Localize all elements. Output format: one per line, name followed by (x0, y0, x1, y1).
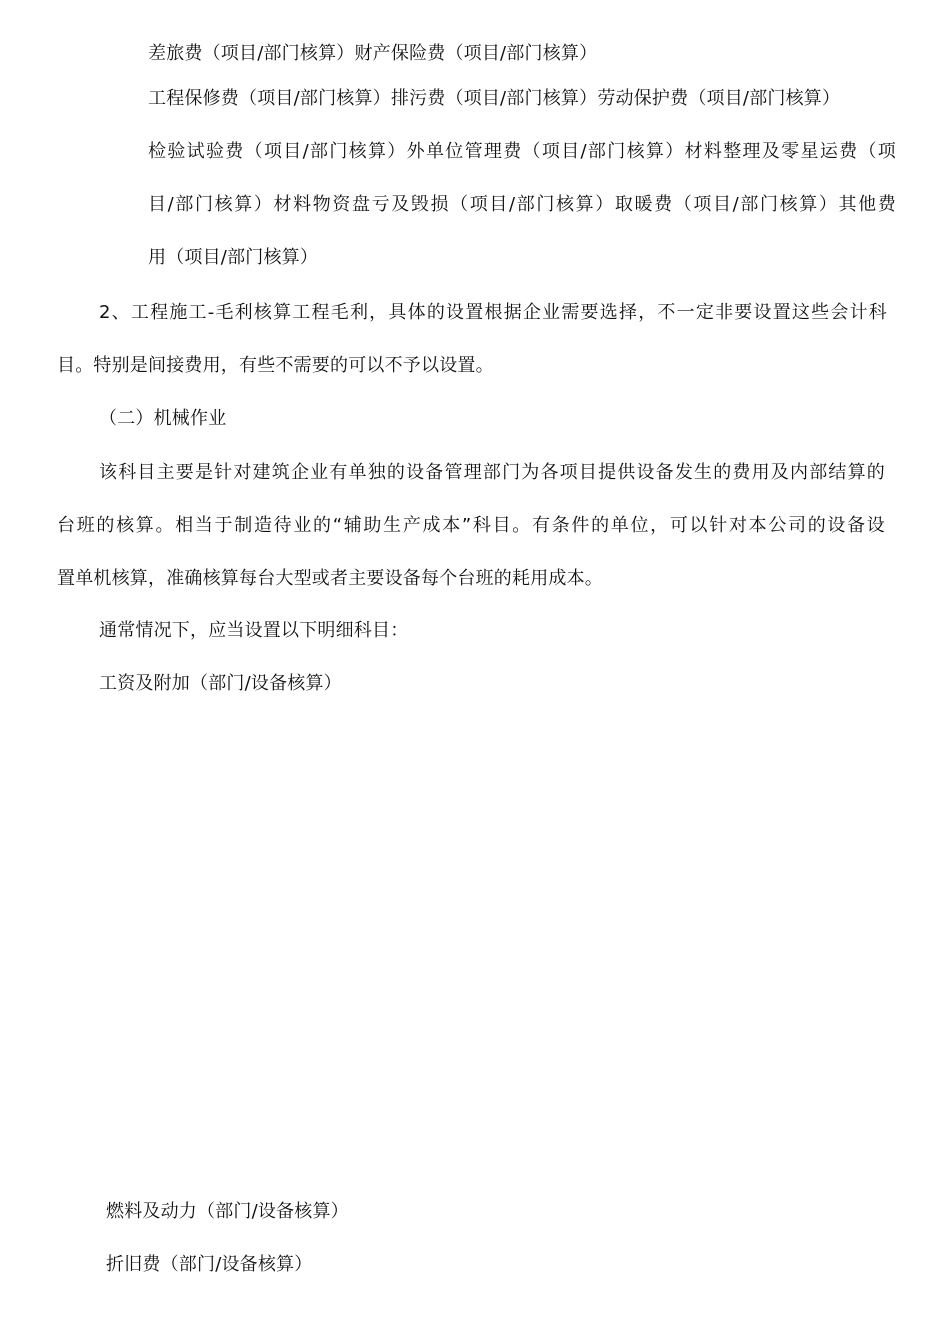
cost-items-line-2: 工程保修费（项目/部门核算）排污费（项目/部门核算）劳动保护费（项目/部门核算） (148, 88, 841, 109)
account-item-wages: 工资及附加（部门/设备核算） (99, 673, 342, 694)
cost-items-line-3: 检验试验费（项目/部门核算）外单位管理费（项目/部门核算）材料整理及零星运费（项 (148, 141, 896, 162)
paragraph-2-line-1: 2、工程施工-毛利核算工程毛利，具体的设置根据企业需要选择，不一定非要设置这些会计科 (99, 302, 887, 323)
machinery-paragraph-line-2: 台班的核算。相当于制造待业的“辅助生产成本”科目。有条件的单位，可以针对本公司的设备设 (57, 515, 885, 536)
cost-items-line-1: 差旅费（项目/部门核算）财产保险费（项目/部门核算） (148, 43, 598, 64)
cost-items-line-5: 用（项目/部门核算） (148, 247, 319, 268)
account-item-fuel: 燃料及动力（部门/设备核算） (106, 1201, 349, 1222)
account-item-depreciation: 折旧费（部门/设备核算） (106, 1254, 313, 1275)
section-heading-machinery: （二）机械作业 (99, 408, 227, 429)
paragraph-2-line-2: 目。特别是间接费用，有些不需要的可以不予以设置。 (57, 355, 494, 376)
machinery-paragraph-line-1: 该科目主要是针对建筑企业有单独的设备管理部门为各项目提供设备发生的费用及内部结算的 (99, 462, 885, 483)
detail-accounts-intro: 通常情况下，应当设置以下明细科目： (99, 620, 409, 641)
machinery-paragraph-line-3: 置单机核算，准确核算每台大型或者主要设备每个台班的耗用成本。 (57, 568, 603, 589)
cost-items-line-4: 目/部门核算）材料物资盘亏及毁损（项目/部门核算）取暖费（项目/部门核算）其他费 (148, 194, 896, 215)
